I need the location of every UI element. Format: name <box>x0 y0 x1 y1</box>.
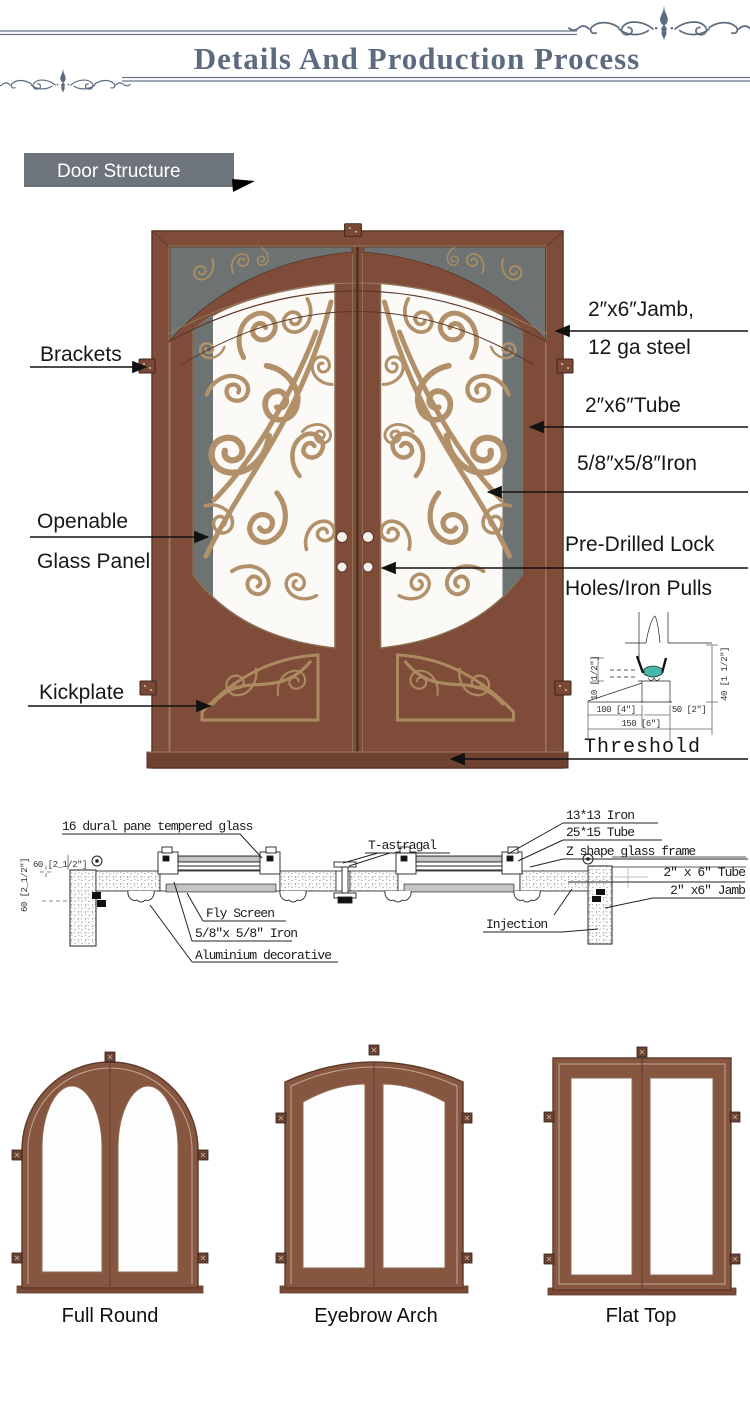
threshold-diagram <box>587 612 730 741</box>
aluminium-decorative-icon <box>514 891 540 902</box>
wall-left <box>70 870 96 946</box>
flyscreen-strip <box>166 884 276 892</box>
section-tag <box>24 153 255 192</box>
header-rule-bottom <box>122 78 750 82</box>
label-openable-2: Glass Panel <box>37 550 151 573</box>
label-tube26: 2" x 6" Tube <box>663 865 745 880</box>
label-kickplate: Kickplate <box>39 681 125 704</box>
flourish-icon <box>569 6 750 40</box>
door-type-full-round <box>12 1052 208 1293</box>
cross-section-diagram <box>20 808 748 963</box>
label-openable-1: Openable <box>37 510 129 533</box>
label-eyebrow-arch: Eyebrow Arch <box>314 1305 438 1327</box>
flourish-icon <box>0 69 130 93</box>
label-brackets: Brackets <box>40 343 122 366</box>
section-tag-corner-icon <box>232 179 255 192</box>
label-iron58: 5/8"x 5/8" Iron <box>195 926 298 941</box>
section-tag-label: Door Structure <box>57 161 181 182</box>
label-flat-top: Flat Top <box>605 1305 677 1327</box>
label-jamb-1: 2″x6″Jamb, <box>588 298 694 321</box>
label-tube25: 25*15 Tube <box>566 825 635 840</box>
label-injection: Injection <box>486 917 548 932</box>
label-zframe: Z shape glass frame <box>566 844 696 859</box>
label-lock-1: Pre-Drilled Lock <box>565 533 715 556</box>
page-title: Details And Production Process <box>193 41 641 76</box>
label-jamb26: 2" x6" Jamb <box>670 883 745 898</box>
door-type-flat-top <box>544 1047 740 1295</box>
dim-height-small: 10 [1/2"] <box>590 655 600 701</box>
flyscreen-strip <box>404 884 514 892</box>
label-t-astragal: T-astragal <box>368 838 437 853</box>
label-lock-2: Holes/Iron Pulls <box>565 577 713 600</box>
label-aluminium: Aluminium decorative <box>195 948 332 963</box>
dim-width-b: 50 [2"] <box>671 705 707 715</box>
label-jamb-2: 12 ga steel <box>588 336 691 359</box>
door-type-eyebrow-arch <box>276 1045 472 1293</box>
aluminium-decorative-icon <box>128 891 154 902</box>
dim-vertical: 60 [2_1/2"] <box>20 858 30 912</box>
label-iron: 5/8″x5/8″Iron <box>577 452 697 475</box>
page-header <box>0 6 750 93</box>
aluminium-decorative-icon <box>280 891 306 902</box>
main-door-illustration <box>139 224 573 768</box>
weatherstrip-seal <box>644 666 662 677</box>
header-rule-top <box>0 31 577 35</box>
label-threshold: Threshold <box>584 736 702 759</box>
glass-assembly-left <box>158 847 280 874</box>
label-tube: 2″x6″Tube <box>585 394 681 417</box>
dim-height-large: 40 [1 1/2"] <box>720 647 730 701</box>
dim-horizontal: 60 [2_1/2"] <box>33 860 87 870</box>
aluminium-decorative-icon <box>385 891 411 902</box>
label-iron13: 13*13 Iron <box>566 808 635 823</box>
wall-right <box>588 866 612 944</box>
dim-width-a: 100 [4"] <box>596 705 636 715</box>
label-flyscreen: Fly Screen <box>206 906 275 921</box>
label-tempered-glass: 16 dural pane tempered glass <box>62 819 253 834</box>
door-sill <box>147 752 568 768</box>
label-full-round: Full Round <box>61 1305 159 1327</box>
dim-width-total: 150 [6"] <box>621 719 661 729</box>
